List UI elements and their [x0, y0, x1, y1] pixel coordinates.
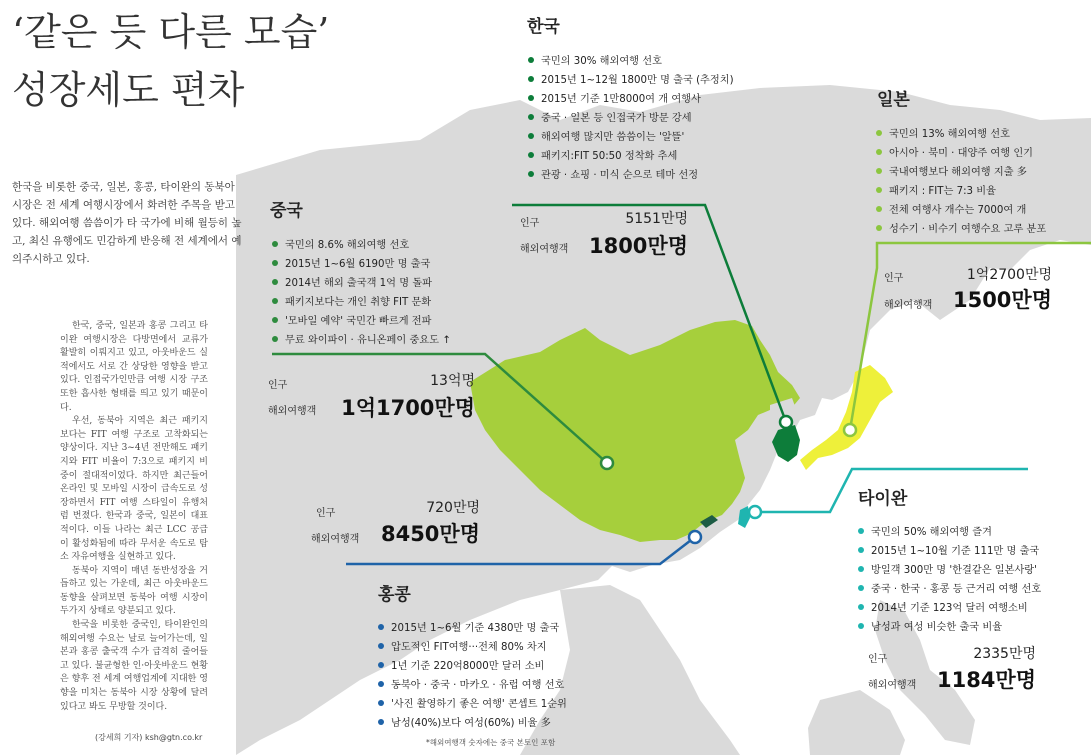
bullet-dot-icon [378, 719, 384, 725]
article-body [60, 320, 208, 714]
fact-item [528, 90, 734, 109]
bullet-dot-icon [378, 700, 384, 706]
taiwan-facts [858, 523, 1041, 637]
japan-callout-dot-icon [844, 424, 856, 436]
bullet-dot-icon [858, 623, 864, 629]
japan-travelers-value: 1500만명 [952, 288, 1052, 312]
korea-callout-dot-icon [780, 416, 792, 428]
fact-item [528, 52, 734, 71]
fact-item [528, 71, 734, 90]
fact-text: 중국 · 일본 등 인접국가 방문 강세 [541, 113, 692, 124]
bullet-dot-icon [528, 57, 534, 63]
fact-item [272, 312, 451, 331]
fact-item [378, 638, 567, 657]
taiwan-travelers-value: 1184만명 [936, 668, 1036, 692]
fact-item [528, 109, 734, 128]
china-travelers-label: 해외여행객 [268, 406, 317, 417]
bullet-dot-icon [876, 225, 882, 231]
fact-item [378, 714, 567, 733]
headline-line1: ‘같은 듯 다른 모습’ [12, 10, 330, 54]
land-borneo [808, 690, 905, 755]
taiwan-population-value: 2335만명 [973, 646, 1036, 662]
bullet-dot-icon [876, 206, 882, 212]
fact-item [528, 166, 734, 185]
fact-text: 국민의 50% 해외여행 즐겨 [871, 527, 992, 538]
china-title: 중국 [270, 201, 303, 221]
taiwan-callout-dot-icon [749, 506, 761, 518]
body-paragraph: 우선, 동북아 지역은 최근 패키지보다는 FIT 여행 구조로 고착화되는 양상이다. 지난 3~4년 전만해도 패키지와 FIT 비율이 7:3으로 패키지 비중이 절대적이었다. 하지만 최근들어 온라인 및 모바일 시장이 급속도로 성장하면서 FIT 여행 스타일이 유행처럼 번졌다. 한국과 중국, 일본이 대표적이다. 이들 나라는 최근 LCC 공급이 활성화됨에 따라 무서운 속도로 탐소 자유여행을 실현하고 있다. [60, 416, 208, 563]
hongkong-population-label: 인구 [316, 508, 336, 519]
fact-item [876, 144, 1046, 163]
fact-text: 2015년 1~10월 기준 111만 명 출국 [871, 546, 1040, 557]
fact-item [876, 220, 1046, 239]
korea-facts [528, 52, 734, 185]
fact-text: 국민의 30% 해외여행 선호 [541, 56, 662, 67]
fact-item [858, 542, 1041, 561]
fact-text: 압도적인 FIT여행···전체 80% 차지 [391, 642, 547, 653]
bullet-dot-icon [858, 528, 864, 534]
fact-text: 패키지:FIT 50:50 정착화 추세 [541, 151, 678, 162]
bullet-dot-icon [272, 317, 278, 323]
fact-item [272, 255, 451, 274]
fact-item [378, 657, 567, 676]
fact-text: 방일객 300만 명 '한결같은 일본사랑' [871, 565, 1037, 576]
korea-population-label: 인구 [520, 218, 540, 229]
fact-text: 패키지보다는 개인 취향 FIT 문화 [285, 297, 432, 308]
fact-item [858, 618, 1041, 637]
fact-item [378, 695, 567, 714]
body-paragraph: 동북아 지역이 매년 동반성장을 거듭하고 있는 가운데, 최근 아웃바운드 동향을 살펴보면 동북아 여행 시장이 두가지 상태로 양분되고 있다. [60, 565, 208, 617]
bullet-dot-icon [378, 643, 384, 649]
hongkong-callout-dot-icon [689, 531, 701, 543]
bullet-dot-icon [858, 585, 864, 591]
fact-text: 국민의 8.6% 해외여행 선호 [285, 240, 410, 251]
hongkong-population-value: 720만명 [426, 500, 480, 516]
bullet-dot-icon [272, 241, 278, 247]
taiwan-population-label: 인구 [868, 654, 888, 665]
hongkong-travelers-label: 해외여행객 [311, 534, 360, 545]
bullet-dot-icon [876, 149, 882, 155]
headline-line2: 성장세도 편차 [12, 68, 245, 112]
china-population-label: 인구 [268, 380, 288, 391]
bullet-dot-icon [272, 279, 278, 285]
fact-item [858, 523, 1041, 542]
fact-text: 2014년 기준 123억 달러 여행소비 [871, 603, 1028, 614]
china-callout-dot-icon [601, 457, 613, 469]
lead-paragraph: 한국을 비롯한 중국, 일본, 홍콩, 타이완의 동북아 시장은 전 세계 여행시장에서 화려한 주목을 받고 있다. 해외여행 씀씀이가 타 국가에 비해 월등히 높고, 최신 유행에도 민감하게 반응해 전 세계에서 예의주시하고 있다. [12, 181, 242, 265]
fact-item [378, 676, 567, 695]
fact-item [876, 201, 1046, 220]
hongkong-facts [378, 619, 567, 733]
fact-item [858, 599, 1041, 618]
bullet-dot-icon [876, 168, 882, 174]
fact-text: 패키지 : FIT는 7:3 비율 [889, 186, 996, 197]
fact-item [378, 619, 567, 638]
fact-text: 2014년 해외 출국객 1억 명 돌파 [285, 278, 433, 289]
hongkong-travelers-value: 8450만명 [380, 522, 480, 546]
footnote: *해외여행객 숫자에는 중국 본토인 포함 [426, 738, 556, 747]
japan-population-label: 인구 [884, 273, 904, 284]
bullet-dot-icon [378, 624, 384, 630]
fact-item [272, 331, 451, 350]
fact-item [876, 125, 1046, 144]
bullet-dot-icon [378, 681, 384, 687]
fact-text: 2015년 기준 1만8000여 개 여행사 [541, 94, 701, 105]
korea-title: 한국 [527, 17, 560, 37]
fact-text: 무료 와이파이 · 유니온페이 중요도 ↑ [285, 335, 451, 346]
china-travelers-value: 1억1700만명 [341, 396, 475, 420]
fact-text: 중국 · 한국 · 홍콩 등 근거리 여행 선호 [871, 584, 1042, 595]
bullet-dot-icon [378, 662, 384, 668]
japan-travelers-label: 해외여행객 [884, 300, 933, 311]
fact-text: '모바일 예약' 국민간 빠르게 전파 [285, 316, 432, 327]
bullet-dot-icon [272, 336, 278, 342]
fact-text: 국내여행보다 해외여행 지출 多 [889, 167, 1027, 178]
fact-text: 해외여행 많지만 씀씀이는 '알뜰' [541, 132, 685, 143]
bullet-dot-icon [876, 130, 882, 136]
fact-text: 전체 여행사 개수는 7000여 개 [889, 205, 1027, 216]
korea-population-value: 5151만명 [625, 211, 688, 227]
bullet-dot-icon [858, 547, 864, 553]
fact-item [858, 561, 1041, 580]
fact-item [272, 293, 451, 312]
fact-text: 1년 기준 220억8000만 달러 소비 [391, 661, 545, 672]
japan-population-value: 1억2700만명 [966, 267, 1052, 283]
fact-item [528, 147, 734, 166]
korea-travelers-value: 1800만명 [588, 234, 688, 258]
fact-item [876, 163, 1046, 182]
fact-item [858, 580, 1041, 599]
body-paragraph: 한국, 중국, 일본과 홍콩 그리고 타이완 여행시장은 다방면에서 교류가 활발히 이뤄지고 있고, 아웃바운드 실적에서도 서로 간 상당한 영향을 받고 있다. 인접국가인만큼 여행 시장 구조 또한 흡사한 형태를 띄고 있기 때문이다. [60, 321, 208, 413]
fact-item [528, 128, 734, 147]
fact-text: '사진 촬영하기 좋은 여행' 콘셉트 1순위 [391, 699, 567, 710]
bullet-dot-icon [858, 566, 864, 572]
bullet-dot-icon [272, 298, 278, 304]
body-paragraph: 한국을 비롯한 중국인, 타이완인의 해외여행 수요는 날로 늘어가는데, 일본과 홍콩 출국객 수가 급격히 줄어들고 있다. 불균형한 인·아웃바운드 현황은 향후 전 세계 여행업계에 지대한 영향을 미치는 동북아 시장 상황에 달려있다고 봐도 무방할 것이다. [60, 620, 208, 712]
bullet-dot-icon [528, 114, 534, 120]
fact-text: 성수기 · 비수기 여행수요 고루 분포 [889, 224, 1047, 235]
japan-facts [876, 125, 1046, 239]
fact-text: 관광 · 쇼핑 · 미식 순으로 테마 선정 [541, 170, 699, 181]
taiwan-travelers-label: 해외여행객 [868, 680, 917, 691]
bullet-dot-icon [528, 133, 534, 139]
bullet-dot-icon [528, 76, 534, 82]
fact-item [876, 182, 1046, 201]
bullet-dot-icon [876, 187, 882, 193]
fact-text: 2015년 1~12월 1800만 명 출국 (추정치) [541, 75, 734, 86]
bullet-dot-icon [528, 152, 534, 158]
reporter-credit: (강세희 기자) ksh@gtn.co.kr [95, 733, 203, 742]
china-population-value: 13억명 [430, 373, 475, 389]
korea-travelers-label: 해외여행객 [520, 244, 569, 255]
fact-item [272, 274, 451, 293]
hongkong-title: 홍콩 [378, 585, 411, 605]
japan-title: 일본 [877, 90, 910, 110]
fact-text: 2015년 1~6월 기준 4380만 명 출국 [391, 623, 560, 634]
fact-text: 2015년 1~6월 6190만 명 출국 [285, 259, 431, 270]
china-facts [272, 236, 451, 350]
bullet-dot-icon [528, 95, 534, 101]
bullet-dot-icon [272, 260, 278, 266]
fact-text: 동북아 · 중국 · 마카오 · 유럽 여행 선호 [391, 680, 565, 691]
fact-text: 국민의 13% 해외여행 선호 [889, 129, 1010, 140]
bullet-dot-icon [858, 604, 864, 610]
fact-text: 남성과 여성 비슷한 출국 비율 [871, 622, 1003, 633]
fact-text: 아시아 · 북미 · 대양주 여행 인기 [889, 148, 1033, 159]
fact-item [272, 236, 451, 255]
bullet-dot-icon [528, 171, 534, 177]
fact-text: 남성(40%)보다 여성(60%) 비율 多 [391, 718, 551, 729]
taiwan-title: 타이완 [858, 489, 908, 509]
